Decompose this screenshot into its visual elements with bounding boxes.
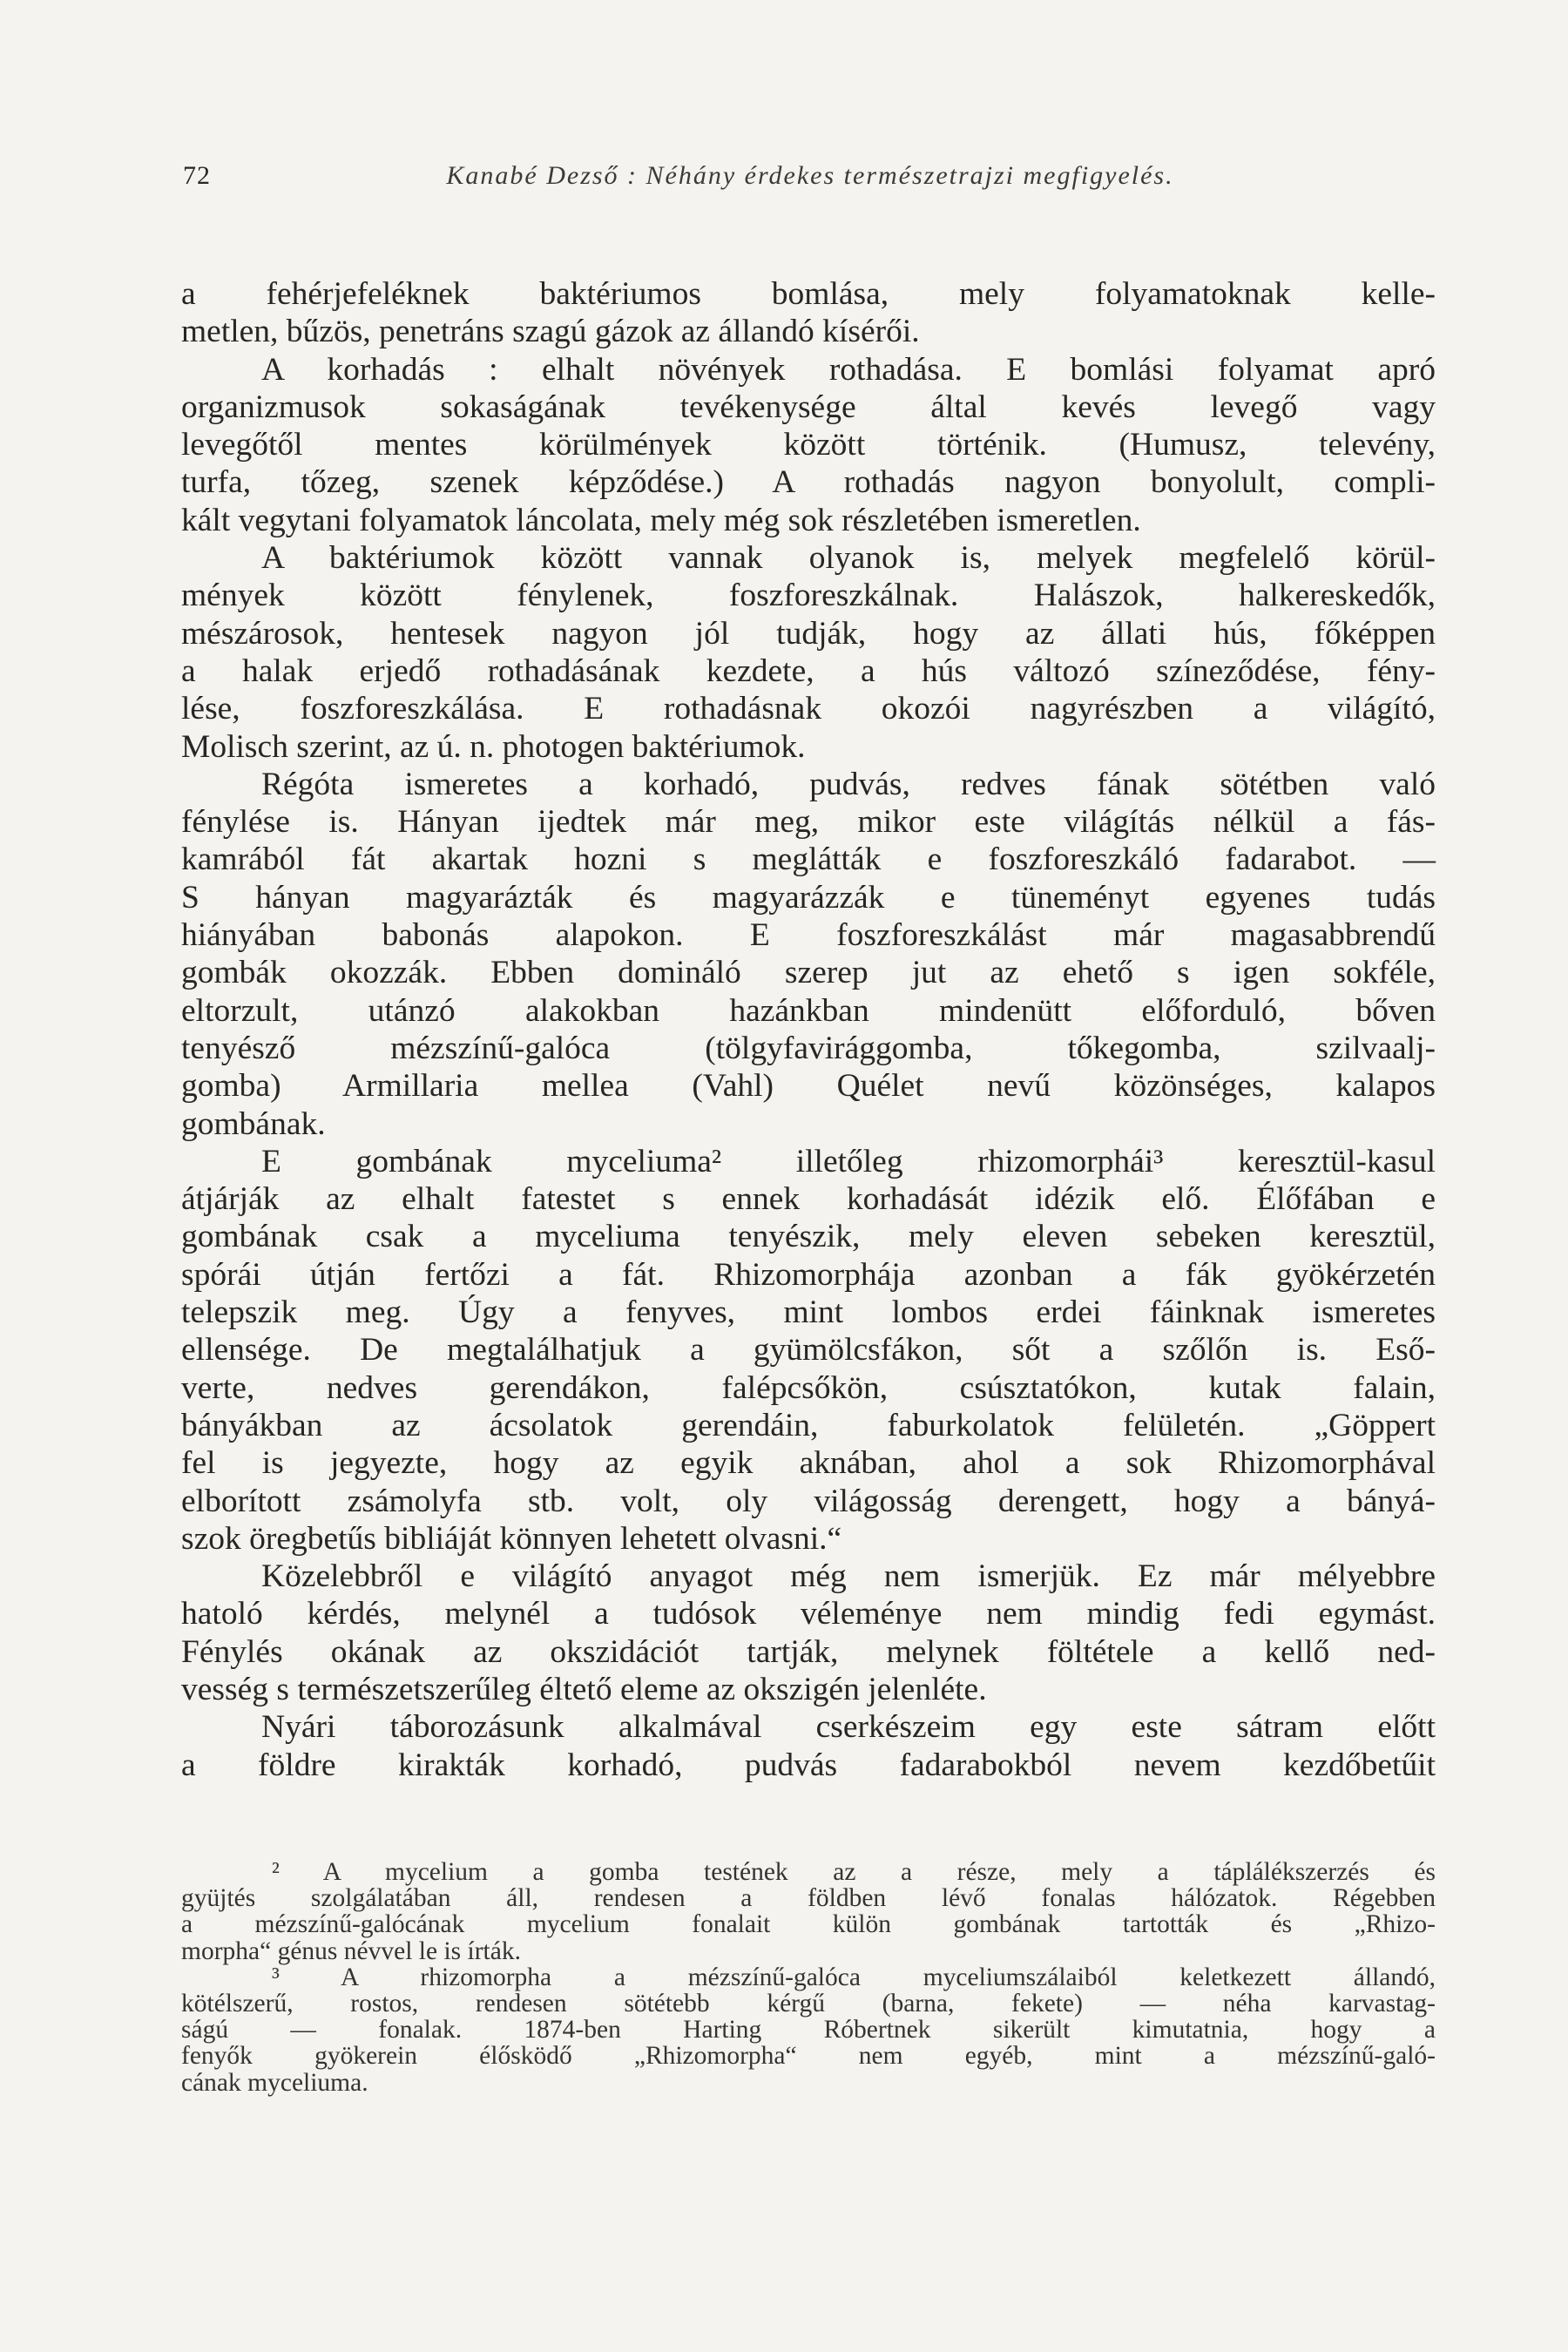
page-header [183, 157, 1437, 195]
body-line: hiányában babonás alapokon. E foszforeszkálást már magasabbrendű [181, 917, 1436, 954]
body-line: átjárják az elhalt fatestet s ennek korhadását idézik elő. Élőfában e [181, 1181, 1436, 1218]
body-line: mészárosok, hentesek nagyon jól tudják, hogy az állati hús, főképpen [181, 615, 1436, 652]
body-line: Közelebbről e világító anyagot még nem ismerjük. Ez már mélyebbre [261, 1558, 1436, 1595]
footnote-line: a mézszínű-galócának mycelium fonalait külön gombának tartották és „Rhizo- [181, 1910, 1436, 1939]
body-line: vesség s természetszerűleg éltető eleme az okszigén jelenléte. [181, 1671, 987, 1707]
footnote-line: gyüjtés szolgálatában áll, rendesen a földben lévő fonalas hálózatok. Régebben [181, 1884, 1436, 1913]
footnote-line: ságú — fonalak. 1874-ben Harting Róbertnek sikerült kimutatnia, hogy a [181, 2016, 1436, 2044]
body-line: gombának csak a myceliuma tenyészik, mely eleven sebeken keresztül, [181, 1219, 1436, 1255]
running-head: Kanabé Dezső : Néhány érdekes természetrajzi megfigyelés. [446, 161, 1174, 190]
body-line: telepszik meg. Úgy a fenyves, mint lombos erdei fáinknak ismeretes [181, 1294, 1436, 1331]
body-line: Nyári táborozásunk alkalmával cserkészeim egy este sátram előtt [261, 1709, 1436, 1746]
body-line: A baktériumok között vannak olyanok is, melyek megfelelő körül- [261, 540, 1436, 577]
body-line: gombának. [181, 1105, 326, 1142]
body-line: bányákban az ácsolatok gerendáin, faburkolatok felületén. „Göppert [181, 1407, 1436, 1443]
footnote-line: morpha“ génus névvel le is írták. [181, 1936, 521, 1965]
body-line: lése, foszforeszkálása. E rothadásnak okozói nagyrészben a világító, [181, 691, 1436, 727]
footnote-line: ² A mycelium a gomba testének az a része, mely a táplálékszerzés és [272, 1858, 1436, 1886]
body-line: S hányan magyarázták és magyarázzák e tüneményt egyenes tudás [181, 879, 1436, 916]
body-line: Régóta ismeretes a korhadó, pudvás, redves fának sötétben való [261, 766, 1436, 802]
body-line: ellensége. De megtalálhatjuk a gyümölcsfákon, sőt a szőlőn is. Eső- [181, 1332, 1436, 1369]
footnote-line: cának myceliuma. [181, 2068, 368, 2097]
body-line: kált vegytani folyamatok láncolata, mely még sok részletében ismeretlen. [181, 502, 1141, 538]
body-line: organizmusok sokaságának tevékenysége által kevés levegő vagy [181, 389, 1436, 425]
body-line: a fehérjefeléknek baktériumos bomlása, mely folyamatoknak kelle- [181, 276, 1436, 312]
body-line: hatoló kérdés, melynél a tudósok véleménye nem mindig fedi egymást. [181, 1596, 1436, 1632]
body-line: a földre kirakták korhadó, pudvás fadarabokból nevem kezdőbetűit [181, 1747, 1436, 1783]
body-line: E gombának myceliuma² illetőleg rhizomorphái³ keresztül-kasul [261, 1143, 1436, 1179]
body-line: fel is jegyezte, hogy az egyik aknában, ahol a sok Rhizomorphával [181, 1445, 1436, 1482]
body-line: fénylése is. Hányan ijedtek már meg, mikor este világítás nélkül a fás- [181, 804, 1436, 841]
body-line: elborított zsámolyfa stb. volt, oly világosság derengett, hogy a bányá- [181, 1483, 1436, 1519]
body-text [181, 275, 1436, 1784]
body-line: eltorzult, utánzó alakokban hazánkban mindenütt előforduló, bőven [181, 992, 1436, 1029]
body-line: Molisch szerint, az ú. n. photogen baktériumok. [181, 728, 806, 765]
footnotes [181, 1859, 1436, 2096]
footnote-line: ³ A rhizomorpha a mézszínű-galóca myceliumszálaiból keletkezett állandó, [272, 1963, 1436, 1991]
body-line: A korhadás : elhalt növények rothadása. E bomlási folyamat apró [261, 351, 1436, 388]
body-line: szok öregbetűs bibliáját könnyen lehetett olvasni.“ [181, 1520, 842, 1557]
body-line: mények között fénylenek, foszforeszkálnak. Halászok, halkereskedők, [181, 578, 1436, 614]
body-line: tenyésző mézszínű-galóca (tölgyfavirággomba, tőkegomba, szilvaalj- [181, 1030, 1436, 1066]
body-line: gomba) Armillaria mellea (Vahl) Quélet nevű közönséges, kalapos [181, 1068, 1436, 1105]
body-line: spórái útján fertőzi a fát. Rhizomorphája azonban a fák gyökérzetén [181, 1256, 1436, 1293]
page-number: 72 [183, 161, 211, 190]
body-line: a halak erjedő rothadásának kezdete, a hús változó színeződése, fény- [181, 652, 1436, 689]
body-line: verte, nedves gerendákon, falépcsőkön, csúsztatókon, kutak falain, [181, 1369, 1436, 1406]
body-line: kamrából fát akartak hozni s meglátták e foszforeszkáló fadarabot. — [181, 841, 1436, 878]
body-line: turfa, tőzeg, szenek képződése.) A rothadás nagyon bonyolult, compli- [181, 464, 1436, 501]
body-line: levegőtől mentes körülmények között történik. (Humusz, televény, [181, 427, 1436, 463]
body-line: Fénylés okának az okszidációt tartják, melynek föltétele a kellő ned- [181, 1633, 1436, 1670]
body-line: metlen, bűzös, penetráns szagú gázok az állandó kísérői. [181, 314, 920, 350]
footnote-line: kötélszerű, rostos, rendesen sötétebb kérgű (barna, fekete) — néha karvastag- [181, 1990, 1436, 2018]
footnote-line: fenyők gyökerein élősködő „Rhizomorpha“ nem egyéb, mint a mézszínű-galó- [181, 2042, 1436, 2071]
body-line: gombák okozzák. Ebben domináló szerep jut az ehető s igen sokféle, [181, 955, 1436, 991]
